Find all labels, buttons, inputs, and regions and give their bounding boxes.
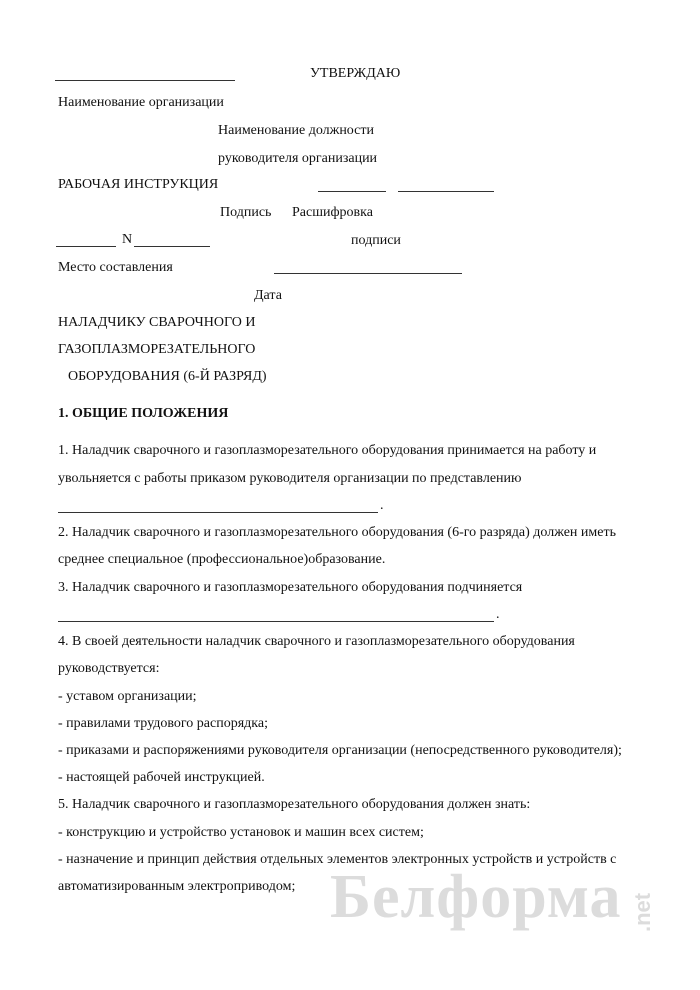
approve-label: УТВЕРЖДАЮ — [310, 66, 401, 81]
signature-label: Подпись — [220, 205, 272, 220]
list-item: автоматизированным электроприводом; — [58, 879, 296, 894]
paragraph-3-line-1: 3. Наладчик сварочного и газоплазморезательного оборудования подчиняется — [58, 580, 523, 595]
signature-suffix-label: подписи — [351, 233, 401, 248]
paragraph-5-line-1: 5. Наладчик сварочного и газоплазморезательного оборудования должен знать: — [58, 797, 531, 812]
paragraph-3-blank — [58, 621, 494, 622]
list-item: - назначение и принцип действия отдельных элементов электронных устройств и устройств с — [58, 852, 617, 867]
title-line-1: НАЛАДЧИКУ СВАРОЧНОГО И — [58, 315, 256, 330]
section-heading: 1. ОБЩИЕ ПОЛОЖЕНИЯ — [58, 406, 229, 421]
doc-number-blank — [134, 246, 210, 247]
paragraph-1-end: . — [380, 498, 384, 513]
paragraph-2-line-1: 2. Наладчик сварочного и газоплазморезательного оборудования (6-го разряда) должен иметь — [58, 525, 616, 540]
title-line-3: ОБОРУДОВАНИЯ (6-Й РАЗРЯД) — [68, 369, 267, 384]
list-item: - правилами трудового распорядка; — [58, 716, 268, 731]
list-item: - конструкцию и устройство установок и машин всех систем; — [58, 825, 424, 840]
position-label-2: руководителя организации — [218, 151, 378, 166]
date-label: Дата — [254, 288, 282, 303]
title-line-2: ГАЗОПЛАЗМОРЕЗАТЕЛЬНОГО — [58, 342, 256, 357]
decoding-label: Расшифровка — [292, 205, 373, 220]
decoding-blank — [398, 191, 494, 192]
org-name-blank — [55, 80, 235, 81]
paragraph-1-line-1: 1. Наладчик сварочного и газоплазморезательного оборудования принимается на работу и — [58, 443, 597, 458]
doc-type-label: РАБОЧАЯ ИНСТРУКЦИЯ — [58, 177, 219, 192]
org-name-label: Наименование организации — [58, 95, 224, 110]
watermark-logo: Белформа — [330, 863, 622, 931]
place-label: Место составления — [58, 260, 173, 275]
list-item: - приказами и распоряжениями руководителя организации (непосредственного руководителя); — [58, 743, 622, 758]
paragraph-4-line-2: руководствуется: — [58, 661, 160, 676]
paragraph-4-line-1: 4. В своей деятельности наладчик сварочного и газоплазморезательного оборудования — [58, 634, 575, 649]
doc-number-label: N — [122, 232, 133, 247]
doc-date-blank — [56, 246, 116, 247]
date-blank — [274, 273, 462, 274]
position-label-1: Наименование должности — [218, 123, 374, 138]
paragraph-1-line-2: увольняется с работы приказом руководителя организации по представлению — [58, 471, 522, 486]
paragraph-3-end: . — [496, 607, 500, 622]
watermark-suffix: .net — [630, 892, 655, 932]
paragraph-1-blank — [58, 512, 378, 513]
paragraph-2-line-2: среднее специальное (профессиональное)образование. — [58, 552, 386, 567]
signature-blank — [318, 191, 386, 192]
list-item: - настоящей рабочей инструкцией. — [58, 770, 265, 785]
list-item: - уставом организации; — [58, 689, 197, 704]
